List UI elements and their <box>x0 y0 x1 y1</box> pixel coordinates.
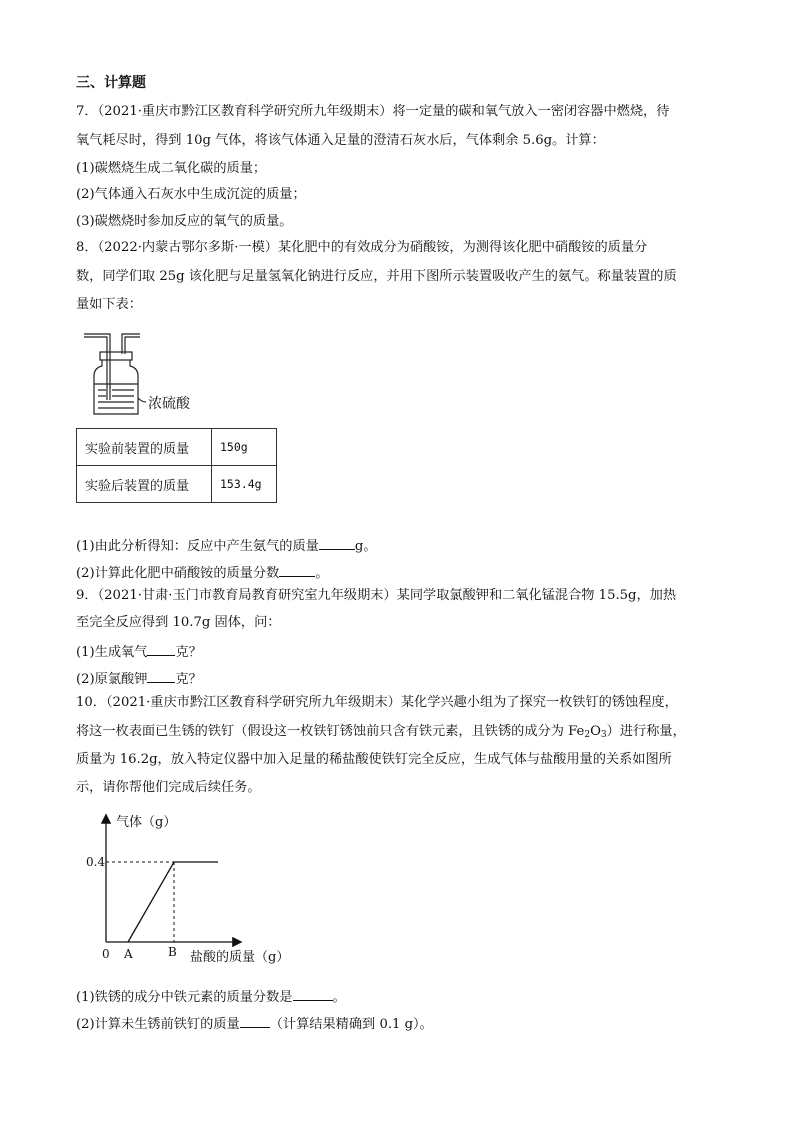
q10-part-1 <box>76 986 346 1007</box>
series-line <box>128 862 218 942</box>
q10-part-1-text: (1)铁锈的成分中铁元素的质量分数是 <box>76 990 293 1005</box>
q9-line-1: 9．（2021·甘肃·玉门市教育局教育研究室九年级期末）某同学取氯酸钾和二氧化锰混合物 15.5g，加热 <box>76 588 677 603</box>
q10-line-1: 10．（2021·重庆市黔江区教育科学研究所九年级期末）某化学兴趣小组为了探究一枚铁钉的锈蚀程度， <box>76 695 678 710</box>
subscript: 2 <box>584 730 591 740</box>
answer-blank[interactable] <box>319 535 355 550</box>
q8-part-1 <box>76 535 377 556</box>
table-cell-label: 实验后装置的质量 <box>77 466 212 503</box>
q10-part-2 <box>76 1013 433 1034</box>
q9-part-2-text: (2)原氯酸钾 <box>76 672 148 687</box>
q9-part-1 <box>76 641 202 662</box>
x-tick-label-a: A <box>124 947 133 961</box>
x-axis-label: 盐酸的质量（g） <box>190 950 290 965</box>
gas-vs-acid-chart <box>80 808 310 968</box>
q9-part-2-unit: 克？ <box>175 672 202 687</box>
table-row <box>77 429 277 466</box>
q7-part-3: (3)碳燃烧时参加反应的氧气的质量。 <box>76 214 293 229</box>
q7-line-1: 7．（2021·重庆市黔江区教育科学研究所九年级期末）将一定量的碳和氧气放入一密闭容器中燃烧，待 <box>76 104 670 119</box>
answer-blank[interactable] <box>147 641 175 656</box>
answer-blank[interactable] <box>293 986 333 1001</box>
formula-o: O <box>590 724 601 739</box>
q10-line-2 <box>76 723 686 744</box>
apparatus-label: 浓硫酸 <box>148 396 190 412</box>
answer-blank[interactable] <box>279 562 315 577</box>
q10-part-2-note: （计算结果精确到 0.1 g）。 <box>269 1017 433 1032</box>
q10-line-4: 示，请你帮他们完成后续任务。 <box>76 780 261 795</box>
q9-line-2: 至完全反应得到 10.7g 固体，问： <box>76 615 281 630</box>
q7-line-2: 氧气耗尽时，得到 10g 气体，将该气体通入足量的澄清石灰水后，气体剩余 5.6g。计算： <box>76 133 605 148</box>
q10-line-3: 质量为 16.2g，放入特定仪器中加入足量的稀盐酸使铁钉完全反应，生成气体与盐酸用量的关系如图所 <box>76 752 672 767</box>
section-title: 三、计算题 <box>76 75 146 91</box>
q10-line-2-end: ）进行称量， <box>606 724 686 739</box>
origin-label: 0 <box>102 947 110 961</box>
weighing-table <box>76 428 277 503</box>
q9-part-2 <box>76 668 202 689</box>
subscript: 3 <box>600 730 607 740</box>
q8-line-1: 8．（2022·内蒙古鄂尔多斯·一模）某化肥中的有效成分为硝酸铵，为测得该化肥中硝酸铵的质量分 <box>76 240 648 255</box>
q10-part-2-text: (2)计算未生锈前铁钉的质量 <box>76 1017 240 1032</box>
x-tick-label-b: B <box>168 945 177 959</box>
table-cell-value: 150g <box>212 429 277 466</box>
answer-blank[interactable] <box>147 668 175 683</box>
q8-part-1-unit: g。 <box>354 539 377 554</box>
q7-part-2: (2)气体通入石灰水中生成沉淀的质量； <box>76 187 306 202</box>
answer-blank[interactable] <box>240 1013 270 1028</box>
q7-part-1: (1)碳燃烧生成二氧化碳的质量； <box>76 161 267 176</box>
gas-washing-bottle-diagram <box>76 326 216 418</box>
y-axis-label: 气体（g） <box>116 815 177 830</box>
table-cell-label: 实验前装置的质量 <box>77 429 212 466</box>
q8-part-2-text: (2)计算此化肥中硝酸铵的质量分数 <box>76 566 280 581</box>
q8-line-2: 数，同学们取 25g 该化肥与足量氢氧化钠进行反应，并用下图所示装置吸收产生的氨气。称量装置的质 <box>76 269 677 284</box>
q9-part-1-text: (1)生成氧气 <box>76 645 148 660</box>
y-tick-label: 0.4 <box>86 855 106 869</box>
table-cell-value: 153.4g <box>212 466 277 503</box>
q8-part-2-end: 。 <box>315 566 329 581</box>
table-row <box>77 466 277 503</box>
q10-line-2-text: 将这一枚表面已生锈的铁钉（假设这一枚铁钉锈蚀前只含有铁元素，且铁锈的成分为 Fe <box>76 724 585 739</box>
q8-part-2 <box>76 562 329 583</box>
q10-part-1-end: 。 <box>332 990 346 1005</box>
q9-part-1-unit: 克？ <box>175 645 202 660</box>
q8-line-3: 量如下表： <box>76 297 142 312</box>
q8-part-1-text: (1)由此分析得知：反应中产生氨气的质量 <box>76 539 319 554</box>
